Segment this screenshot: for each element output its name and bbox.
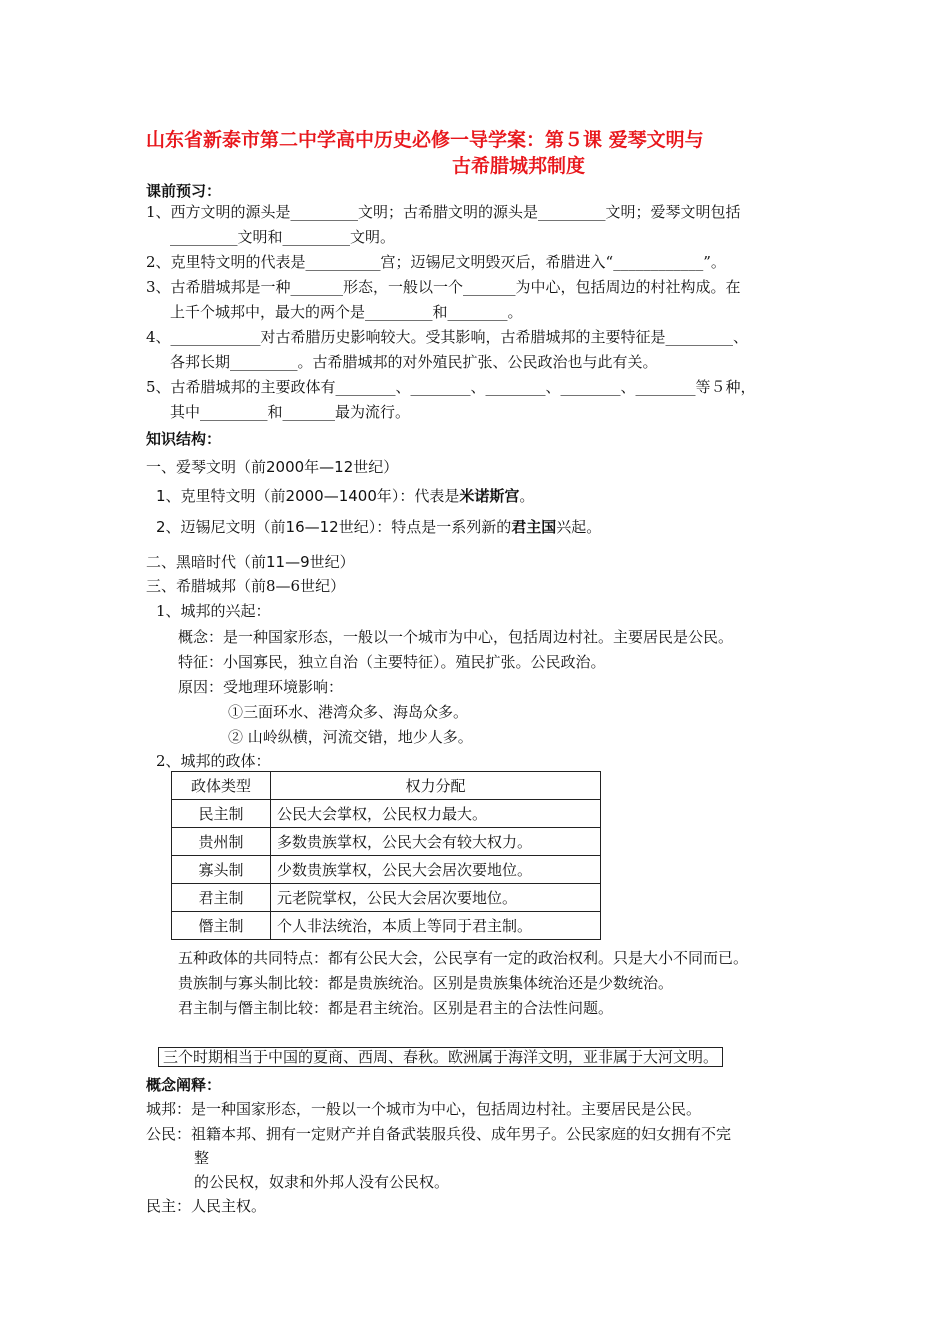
item-crete-handwritten: 米诺斯宫 (459, 487, 520, 505)
rise-reason: 原因：受地理环境影响： (178, 678, 344, 696)
concept-chengbang: 城邦：是一种国家形态，一般以一个城市为中心，包括周边村社。主要居民是公民。 (146, 1100, 702, 1118)
structure-heading: 知识结构： (146, 430, 222, 448)
table-cell-type: 君主制 (172, 884, 271, 912)
preview-line-6: 4、____________对古希腊历史影响较大。受其影响，古希腊城邦的主要特征是_________、 (146, 328, 749, 346)
concept-minzhu: 民主：人民主权。 (146, 1197, 267, 1215)
preview-line-7: 各邦长期_________。古希腊城邦的对外殖民扩张、公民政治也与此有关。 (170, 353, 658, 371)
table-header-power: 权力分配 (271, 772, 601, 800)
item-crete-end: 。 (519, 487, 535, 505)
preview-line-2: _________文明和_________文明。 (170, 228, 396, 246)
rise-concept: 概念：是一种国家形态，一般以一个城市为中心，包括周边村社。主要居民是公民。 (178, 628, 734, 646)
section-aegean: 一、爱琴文明（前2000年—12世纪） (146, 458, 399, 476)
concept-gongmin-line2: 整 (194, 1149, 210, 1167)
item-crete-text: 1、克里特文明（前2000—1400年）：代表是 (156, 487, 460, 505)
table-cell-power: 多数贵族掌权，公民大会有较大权力。 (271, 828, 601, 856)
table-row (172, 828, 601, 856)
section-dark-age: 二、黑暗时代（前11—9世纪） (146, 553, 355, 571)
item-mycenae (156, 516, 601, 537)
concept-gongmin-line3: 的公民权，奴隶和外邦人没有公民权。 (194, 1173, 450, 1191)
compare-aristocracy-oligarchy: 贵族制与寡头制比较：都是贵族统治。区别是贵族集体统治还是少数统治。 (178, 974, 674, 992)
table-cell-type: 贵州制 (172, 828, 271, 856)
table-header-type: 政体类型 (172, 772, 271, 800)
preview-line-4: 3、古希腊城邦是一种_______形态，一般以一个_______为中心，包括周边的村社构成。在 (146, 278, 741, 296)
item-mycenae-handwritten: 君主国 (511, 518, 557, 536)
rise-reason-2: ② 山岭纵横，河流交错，地少人多。 (228, 728, 473, 746)
section-city-states: 三、希腊城邦（前8—6世纪） (146, 577, 346, 595)
concept-gongmin-line1: 公民：祖籍本邦、拥有一定财产并自备武装服兵役、成年男子。公民家庭的妇女拥有不完 (146, 1125, 732, 1143)
table-cell-power: 公民大会掌权，公民权力最大。 (271, 800, 601, 828)
table-row (172, 856, 601, 884)
table-cell-type: 寡头制 (172, 856, 271, 884)
table-cell-type: 民主制 (172, 800, 271, 828)
rise-feature: 特征：小国寡民，独立自治（主要特征）。殖民扩张。公民政治。 (178, 653, 606, 671)
preview-line-1: 1、西方文明的源头是_________文明；古希腊文明的源头是_________文明；爱琴文明包括 (146, 203, 741, 221)
table-cell-power: 少数贵族掌权，公民大会居次要地位。 (271, 856, 601, 884)
preview-line-8: 5、古希腊城邦的主要政体有________、________、________、________、________等５种， (146, 378, 756, 396)
table-header-row (172, 772, 601, 800)
table-cell-power: 元老院掌权，公民大会居次要地位。 (271, 884, 601, 912)
item-crete (156, 485, 534, 506)
table-row (172, 912, 601, 940)
preview-line-5: 上千个城邦中，最大的两个是_________和________。 (170, 303, 523, 321)
table-row (172, 800, 601, 828)
table-cell-type: 僭主制 (172, 912, 271, 940)
preview-heading: 课前预习： (146, 182, 222, 200)
subsection-rise: 1、城邦的兴起： (156, 602, 271, 620)
preview-line-3: 2、克里特文明的代表是__________宫；迈锡尼文明毁灭后，希腊进入“____________”。 (146, 253, 726, 271)
concepts-heading: 概念阐释： (146, 1076, 222, 1094)
preview-line-9: 其中_________和_______最为流行。 (170, 403, 411, 421)
table-row (172, 884, 601, 912)
rise-reason-1: ①三面环水、港湾众多、海岛众多。 (228, 703, 469, 721)
common-features: 五种政体的共同特点：都有公民大会，公民享有一定的政治权利。只是大小不同而已。 (178, 949, 749, 967)
boxed-note: 三个时期相当于中国的夏商、西周、春秋。欧洲属于海洋文明，亚非属于大河文明。 (158, 1047, 723, 1067)
item-mycenae-end: 兴起。 (556, 518, 602, 536)
page-title-line1: 山东省新泰市第二中学高中历史必修一导学案：第５课 爱琴文明与 (146, 129, 704, 151)
compare-monarchy-tyranny: 君主制与僭主制比较：都是君主统治。区别是君主的合法性问题。 (178, 999, 614, 1017)
table-cell-power: 个人非法统治，本质上等同于君主制。 (271, 912, 601, 940)
item-mycenae-text: 2、迈锡尼文明（前16—12世纪）：特点是一系列新的 (156, 518, 512, 536)
government-table (171, 771, 601, 940)
page-title-line2: 古希腊城邦制度 (452, 155, 586, 177)
subsection-government: 2、城邦的政体： (156, 752, 271, 770)
